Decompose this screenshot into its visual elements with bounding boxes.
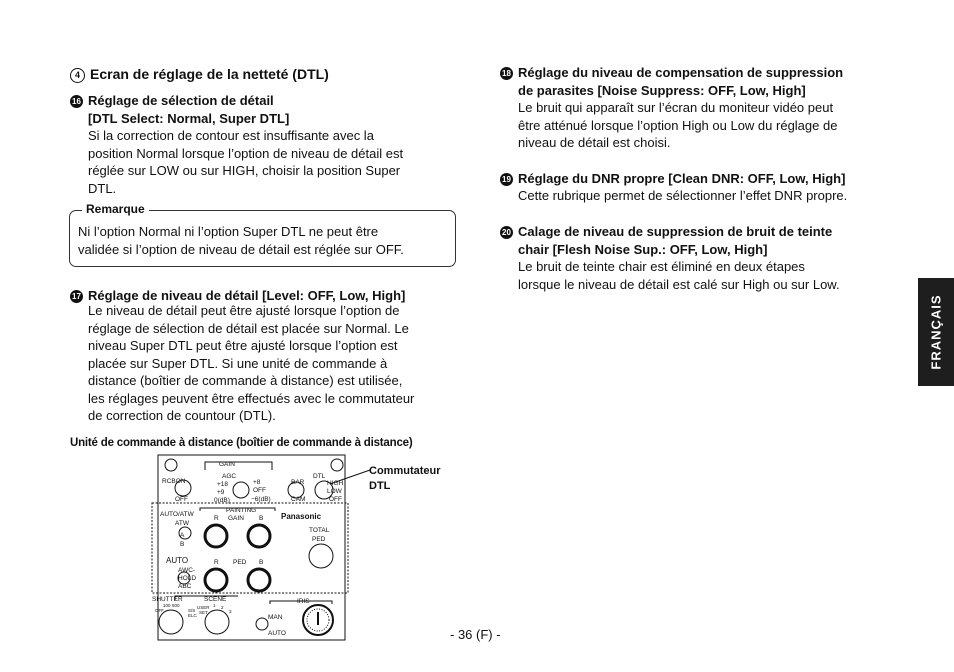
svg-text:CAM: CAM [291, 496, 306, 503]
section-title: 4 Ecran de réglage de la netteté (DTL) [70, 66, 329, 83]
svg-text:PED: PED [312, 536, 326, 543]
item-17-heading: 17 Réglage de niveau de détail [Level: OFF, Low, High] [70, 287, 405, 305]
svg-text:+18: +18 [217, 481, 229, 488]
svg-text:B: B [259, 515, 264, 522]
callout-line-2: DTL [369, 480, 391, 492]
item-17-body: Le niveau de détail peut être ajusté lorsque l’option de réglage de sélection de détail est placée sur Normal. Le niveau Super DTL peut être ajusté lorsque l’option est placée sur Super DTL. Si une unité de commande à distance (boîtier de commande à distance) est utilisée, les réglages peuvent être effectués avec le commutateur de correction de countour (DTL). [88, 303, 415, 423]
remark-label: Remarque [82, 202, 149, 216]
diagram-gain: GAIN [219, 461, 235, 468]
svg-text:SET: SET [199, 610, 208, 615]
svg-text:B: B [180, 541, 185, 548]
remark-text: Ni l’option Normal ni l’option Super DTL ne peut être validée si l’option de niveau de détail est réglée sur OFF. [78, 224, 404, 257]
svg-text:ELC: ELC [188, 613, 197, 618]
item-20-heading: 20 Calage de niveau de suppression de bruit de teinte chair [Flesh Noise Sup.: OFF, Low, High] [500, 223, 900, 258]
svg-text:USER: USER [197, 605, 210, 610]
svg-text:ABC: ABC [178, 583, 192, 590]
svg-text:OFF: OFF [155, 608, 164, 613]
item-19-heading: 19 Réglage du DNR propre [Clean DNR: OFF, Low, High] [500, 170, 845, 188]
item-18-heading: 18 Réglage du niveau de compensation de suppression de parasites [Noise Suppress: OFF, Low, High] [500, 64, 900, 99]
svg-text:OFF: OFF [175, 496, 188, 503]
item-16-heading: 16 Réglage de sélection de détail [DTL Select: Normal, Super DTL] [70, 92, 450, 127]
svg-text:Panasonic: Panasonic [281, 512, 322, 521]
svg-text:AUTO/ATW: AUTO/ATW [160, 511, 194, 518]
svg-text:TOTAL: TOTAL [309, 527, 330, 534]
item-20-body: Le bruit de teinte chair est éliminé en deux étapes lorsque le niveau de détail est calé sur High ou sur Low. [518, 259, 840, 292]
section-number: 4 [70, 68, 85, 83]
svg-text:A: A [180, 532, 185, 539]
svg-text:OFF: OFF [253, 487, 266, 494]
svg-text:HOLD: HOLD [178, 575, 197, 582]
svg-text:AWC-: AWC- [178, 567, 196, 574]
diagram-caption: Unité de commande à distance (boîtier de commande à distance) [70, 437, 413, 449]
svg-text:PED: PED [233, 559, 247, 566]
svg-text:SHUTTER: SHUTTER [152, 596, 183, 603]
svg-text:100: 100 [163, 603, 171, 608]
svg-text:1: 1 [213, 603, 216, 608]
svg-text:S/S: S/S [188, 608, 196, 613]
svg-text:RCBON: RCBON [162, 478, 186, 485]
item-16-body: Si la correction de contour est insuffisante avec la position Normal lorsque l’option de niveau de détail est réglée sur LOW ou sur HIGH, choisir la position Super DTL. [88, 128, 404, 196]
svg-text:−6(dB): −6(dB) [251, 496, 271, 503]
svg-text:B: B [259, 559, 264, 566]
page-number: - 36 (F) - [450, 627, 501, 642]
svg-text:DTL: DTL [313, 473, 326, 480]
svg-text:3: 3 [229, 609, 232, 614]
svg-text:+8: +8 [253, 479, 261, 486]
svg-text:BAR: BAR [291, 479, 305, 486]
svg-text:GAIN: GAIN [228, 515, 244, 522]
svg-text:R: R [214, 559, 219, 566]
remote-control-diagram [140, 452, 470, 647]
svg-text:AUTO: AUTO [166, 556, 189, 565]
svg-text:PAINTING: PAINTING [226, 507, 257, 514]
svg-text:ATW: ATW [175, 520, 189, 527]
svg-text:MAN: MAN [268, 614, 283, 621]
svg-text:2: 2 [221, 605, 224, 610]
language-tab: FRANÇAIS [918, 278, 954, 386]
svg-text:0(dB): 0(dB) [214, 497, 230, 504]
svg-text:AGC: AGC [222, 473, 237, 480]
svg-text:+9: +9 [217, 489, 225, 496]
svg-text:LOW: LOW [327, 488, 342, 495]
svg-text:IRIS: IRIS [297, 598, 310, 605]
svg-text:R: R [214, 515, 219, 522]
svg-text:500: 500 [172, 603, 180, 608]
svg-text:SCENE: SCENE [204, 596, 227, 603]
svg-text:AUTO: AUTO [268, 630, 286, 637]
svg-text:HIGH: HIGH [327, 480, 344, 487]
svg-text:OFF: OFF [329, 496, 342, 503]
item-18-body: Le bruit qui apparaît sur l’écran du moniteur vidéo peut être atténué lorsque l’option High ou Low du réglage de niveau de détail est choisi. [518, 100, 838, 150]
item-19-body: Cette rubrique permet de sélectionner l’effet DNR propre. [518, 188, 848, 203]
callout-line-1: Commutateur [369, 465, 441, 477]
